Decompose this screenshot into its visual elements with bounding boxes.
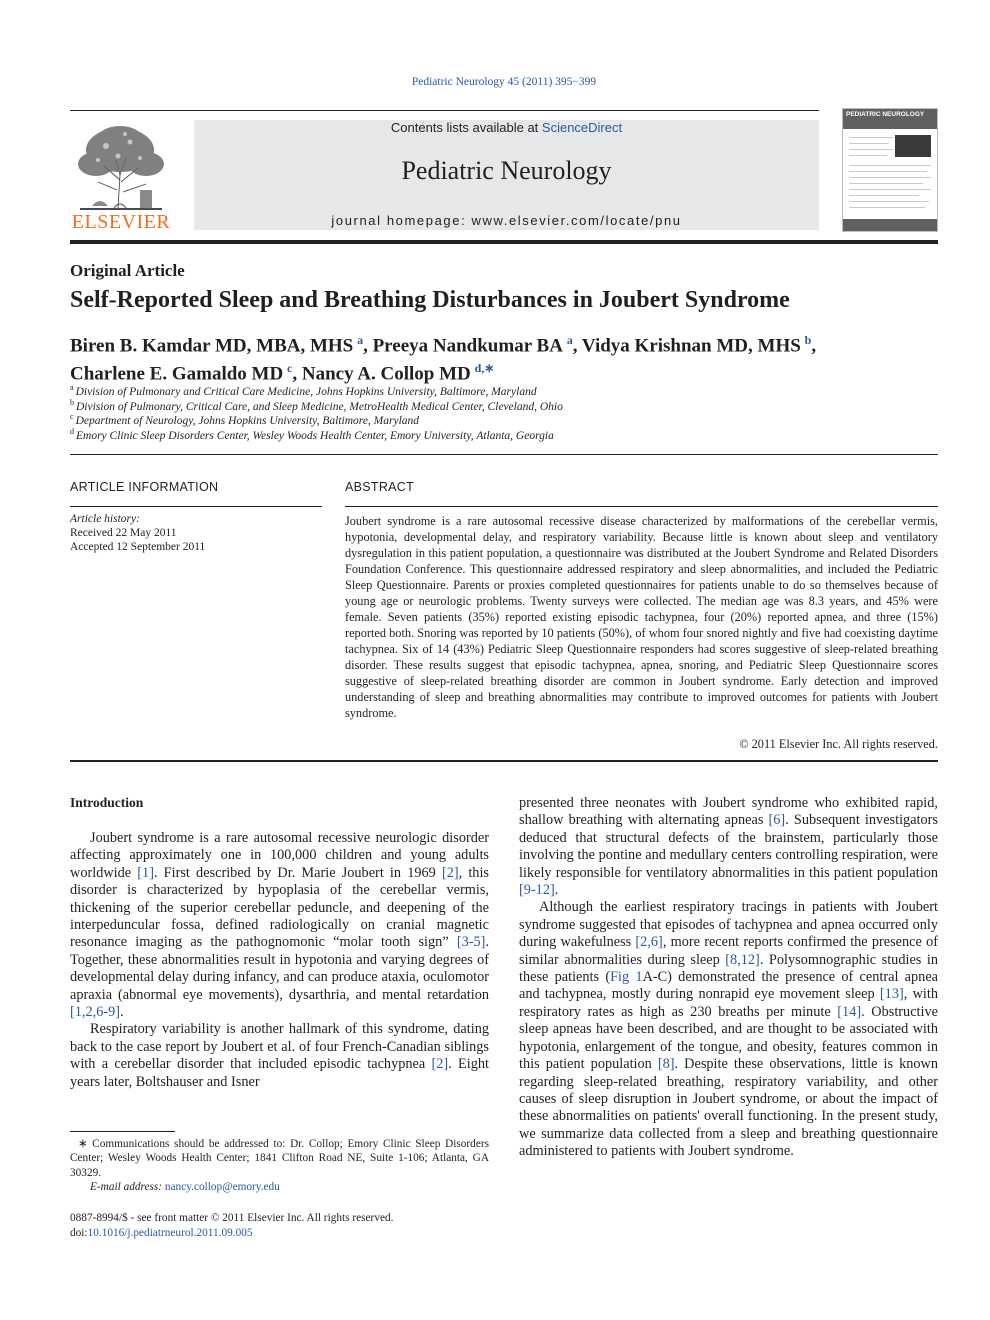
affiliation-item	[70, 427, 554, 442]
email-link[interactable]: nancy.collop@emory.edu	[164, 1180, 280, 1193]
paragraph-text: , with respiratory rates as high as 230 breaths per minute	[519, 986, 938, 1020]
contents-availability	[194, 120, 819, 135]
author-separator: ,	[572, 335, 582, 357]
affiliation-marker: c	[70, 412, 74, 421]
journal-title: Pediatric Neurology	[401, 156, 612, 185]
affiliation-item	[70, 398, 563, 413]
author-list	[70, 329, 816, 386]
email-label: E-mail address:	[90, 1180, 165, 1193]
paragraph-text: Joubert syndrome is a rare autosomal recessive neurologic disorder affecting approximately one in 100,000 children and young adults worldwide	[70, 830, 489, 881]
info-heading-rule	[70, 506, 322, 507]
reference-link[interactable]: [6]	[768, 812, 786, 829]
affiliation-text: Emory Clinic Sleep Disorders Center, Wesley Woods Health Center, Emory University, Atlanta, Georgia	[76, 429, 554, 442]
affiliation-item	[70, 383, 537, 398]
author-affiliation-marker[interactable]: b	[804, 333, 812, 347]
paragraph-text: A-C) demonstrated the presence of central apnea and tachypnea, mostly during nonrapid eye movement sleep	[519, 969, 939, 1003]
paragraph-text: . Despite these observations, little is known regarding sleep-related breathing, respiratory variability, and other causes of sleep disruption in Joubert syndrome, or about the impact of these abnormalities on patients' overall functioning. In the present study, we summarize data collected from a sleep and breathing questionnaire administered to patients with Joubert syndrome.	[519, 1056, 938, 1160]
affiliation-marker: d	[70, 426, 74, 436]
author-affiliation-marker[interactable]: a	[357, 333, 364, 347]
abstract-heading: ABSTRACT	[345, 480, 415, 494]
header-bottom-rule	[70, 240, 938, 244]
reference-link[interactable]: [2]	[441, 864, 459, 881]
journal-homepage[interactable]: journal homepage: www.elsevier.com/locate/pnu	[331, 213, 682, 228]
footnote-text: Communications should be addressed to: Dr. Collop; Emory Clinic Sleep Disorders Center; Wesley Woods Health Center; 1841 Clifton Road NE, Suite 1-106; Atlanta, GA 30329.	[70, 1138, 489, 1179]
elsevier-wordmark: ELSEVIER	[71, 211, 171, 233]
author-line-1	[70, 329, 816, 357]
reference-link[interactable]: Fig 1	[610, 969, 643, 986]
article-type: Original Article	[70, 261, 185, 280]
body-right-column	[519, 795, 938, 1161]
abstract-text: Joubert syndrome is a rare autosomal recessive disease characterized by malformations of the cerebellar vermis, hypotonia, developmental delay, and respiratory variability. Because little is known about sleep and ventilatory dysregulation in this patient population, a questionnaire was distributed at the Joubert Syndrome and Related Disorders Foundation Conference. This questionnaire addressed respiratory and sleep abnormalities, and included the Pediatric Sleep Questionnaire. Parents or proxies completed questionnaires for patients unable to do so themselves because of young age or neurologic problems. Twenty surveys were collected. The median age was 8.3 years, and 45% were female. Seven patients (35%) reported existing episodic tachypnea, four (20%) reported apnea, and three (15%) reported both. Snoring was reported by 10 patients (50%), of whom four snored nightly and five had coexisting daytime tachypnea. Six of 14 (43%) Pediatric Sleep Questionnaire responders had scores suggestive of sleep-related breathing disorder. These results suggest that episodic tachypnea, apnea, snoring, and Pediatric Sleep Questionnaire scores suggestive of sleep-related breathing disorder are common in Joubert syndrome. Early detection and improved understanding of sleep and breathing abnormalities may contribute to improved outcomes for patients with Joubert syndrome.	[345, 514, 938, 720]
paragraph-text: , more recent reports confirmed the presence of similar abnormalities during sleep	[519, 934, 938, 968]
doi-prefix: doi:	[70, 1227, 88, 1239]
reference-link[interactable]: [3-5]	[456, 934, 486, 951]
received-date: Received 22 May 2011	[70, 527, 177, 539]
body-left-column	[70, 830, 489, 1091]
paragraph-text: Although the earliest respiratory tracings in patients with Joubert syndrome suggested that episodes of tachypnea and apnea occurred only during wakefulness	[519, 899, 938, 951]
abstract-bottom-rule	[70, 760, 938, 762]
reference-link[interactable]: [8,12]	[725, 951, 760, 968]
article-title: Self-Reported Sleep and Breathing Disturbances in Joubert Syndrome	[70, 287, 790, 313]
author-affiliation-marker[interactable]: c	[287, 361, 293, 376]
article-history-label: Article history:	[70, 513, 140, 525]
reference-link[interactable]: [9-12]	[519, 882, 555, 899]
affiliation-item	[70, 412, 419, 427]
reference-link[interactable]: [2]	[431, 1056, 449, 1073]
accepted-date: Accepted 12 September 2011	[70, 541, 206, 553]
paragraph-text: .	[120, 1004, 124, 1021]
cover-title: PEDIATRIC NEUROLOGY	[843, 109, 937, 129]
paragraph-text: presented three neonates with Joubert syndrome who exhibited rapid, shallow breathing with alternating apneas	[519, 795, 938, 829]
reference-link[interactable]: [1,2,6-9]	[70, 1004, 121, 1021]
journal-cover-thumbnail[interactable]	[842, 108, 938, 232]
author-name: Preeya Nandkumar BA	[372, 335, 563, 357]
abstract-copyright: © 2011 Elsevier Inc. All rights reserved.	[739, 737, 938, 751]
author-affiliation-marker[interactable]: a	[566, 333, 573, 347]
author-separator: ,	[811, 335, 817, 357]
body-paragraph	[70, 1021, 489, 1091]
paragraph-text: , this disorder is characterized by hypoplasia of the cerebellar vermis, thickening of the superior cerebellar peduncle, and deepening of the interpeduncular fossa, defined radiologically on cranial magnetic resonance imaging as the pathognomonic “molar tooth sign”	[70, 864, 489, 951]
author-name: Biren B. Kamdar MD, MBA, MHS	[70, 335, 354, 357]
sciencedirect-link[interactable]: ScienceDirect	[541, 120, 623, 135]
reference-link[interactable]: [14]	[837, 1003, 862, 1020]
author-name: Charlene E. Gamaldo MD	[70, 363, 284, 385]
author-separator: ,	[363, 335, 373, 357]
paragraph-text: . Obstructive sleep apneas have been described, and are thought to be associated with hypotonia, enlargement of the tongue, and obesity, features common in this patient population	[519, 1003, 938, 1073]
paragraph-text: . First described by Dr. Marie Joubert in 1969	[153, 864, 442, 881]
paragraph-text: Respiratory variability is another hallmark of this syndrome, dating back to the case report by Joubert et al. of four French-Canadian siblings with a cerebellar disorder that included episodic tachypnea	[70, 1021, 489, 1073]
author-name: Vidya Krishnan MD, MHS	[581, 335, 801, 357]
author-affiliation-marker[interactable]: d,∗	[474, 361, 495, 376]
reference-link[interactable]: [8]	[657, 1056, 675, 1073]
paragraph-text: . Subsequent investigators deduced that structural defects of the brainstem, particularly those involving the pontine and medullary centers controlling respiration, were likely responsible for ventilatory abnormalities in this patient population	[519, 812, 938, 881]
paragraph-text: . Together, these abnormalities result in hypotonia and varying degrees of developmental delay during infancy, and can produce ataxia, oculomotor apraxia (abnormal eye movements), dysarthria, and mental retardation	[70, 934, 489, 1003]
affiliation-text: Division of Pulmonary, Critical Care, and Sleep Medicine, MetroHealth Medical Center, Cleveland, Ohio	[76, 400, 563, 413]
affiliation-text: Division of Pulmonary and Critical Care Medicine, Johns Hopkins University, Baltimore, Maryland	[75, 385, 537, 398]
footnote-rule	[70, 1131, 175, 1132]
header-top-rule	[70, 110, 819, 111]
paragraph-text: . Eight years later, Boltshauser and Isner	[70, 1056, 490, 1090]
body-paragraph	[70, 830, 489, 1021]
issn-line: 0887-8994/$ - see front matter © 2011 Elsevier Inc. All rights reserved.	[70, 1212, 394, 1224]
reference-link[interactable]: [13]	[879, 986, 904, 1003]
publication-meta	[70, 1211, 393, 1241]
paragraph-text: .	[554, 882, 559, 899]
reference-link[interactable]: [2,6]	[635, 934, 663, 951]
abstract-heading-rule	[345, 506, 938, 507]
author-line-2	[70, 357, 816, 385]
cover-image-icon	[895, 135, 931, 157]
body-paragraph	[519, 795, 938, 899]
paragraph-text: . Polysomnographic studies in these patients (	[519, 951, 938, 986]
affiliation-marker: a	[70, 383, 74, 392]
journal-citation[interactable]: Pediatric Neurology 45 (2011) 395−399	[411, 76, 597, 88]
footnote-marker: ∗	[78, 1138, 88, 1150]
doi-link[interactable]: 10.1016/j.pediatrneurol.2011.09.005	[87, 1227, 253, 1239]
author-separator: ,	[292, 363, 302, 385]
author-name: Nancy A. Collop MD	[301, 363, 471, 385]
affiliation-marker: b	[70, 397, 74, 407]
article-info-heading: ARTICLE INFORMATION	[70, 480, 219, 494]
correspondence-footnote	[70, 1137, 489, 1194]
affiliation-text: Department of Neurology, Johns Hopkins University, Baltimore, Maryland	[75, 414, 420, 427]
contents-prefix: Contents lists available at	[390, 120, 542, 135]
introduction-heading: Introduction	[70, 795, 144, 810]
body-paragraph	[519, 899, 938, 1160]
info-top-rule	[70, 454, 938, 455]
reference-link[interactable]: [1]	[137, 864, 154, 881]
